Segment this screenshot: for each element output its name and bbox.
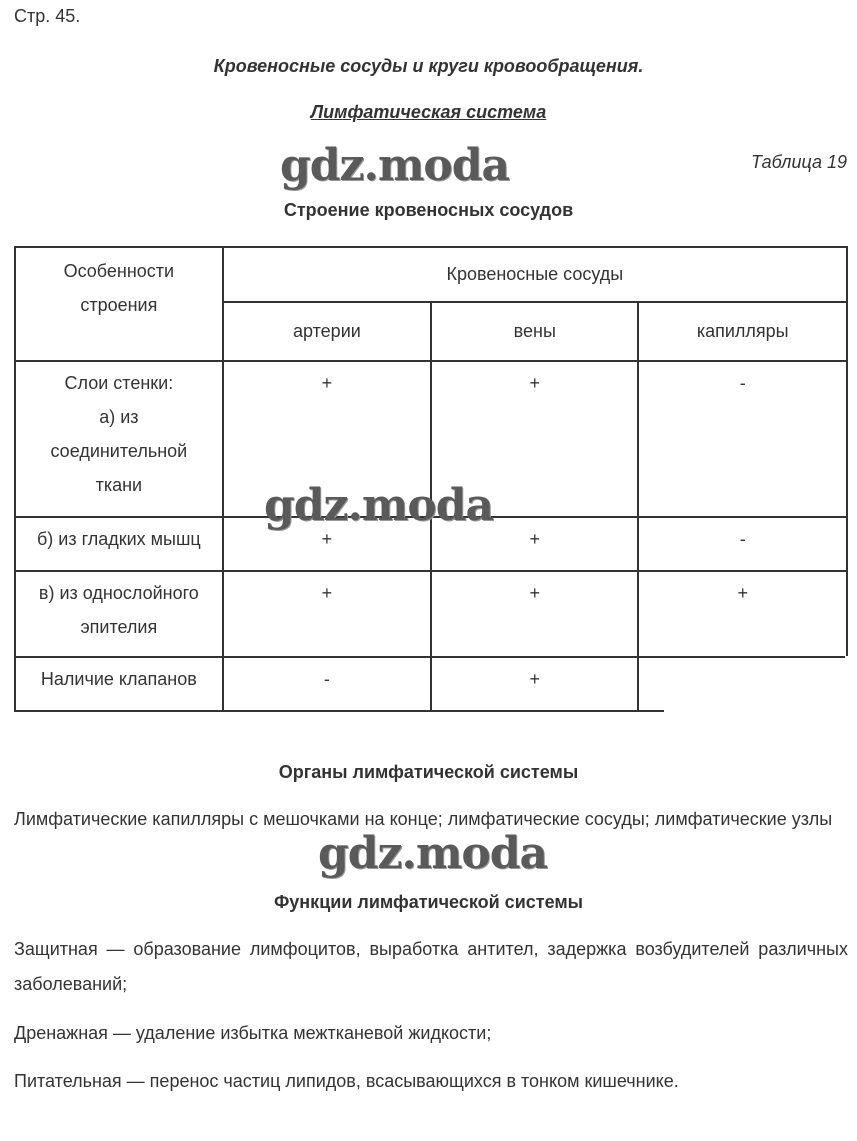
cell-value: + [529,669,541,689]
table-caption: Строение кровеносных сосудов [283,200,574,220]
scan-gap [664,707,854,713]
function-item-protective: Защитная — образование лимфоцитов, выработка антител, задержка возбудителей различных заболеваний; [14,939,848,994]
column-header-capillaries [638,302,847,361]
row-label-cell [15,657,223,711]
cell-value: + [321,529,333,549]
cell-capillaries [638,571,847,657]
column-header-veins [431,302,638,361]
row-label-cell [15,517,223,571]
cell-arteries [223,571,431,657]
group-header-cell [223,247,847,302]
column-header-label: вены [513,320,556,341]
function-item-nutritional: Питательная — перенос частиц липидов, всасывающихся в тонком кишечнике. [14,1071,679,1091]
cell-value: - [739,373,746,393]
cell-veins [431,657,638,711]
cell-capillaries [638,517,847,571]
cell-value: + [737,583,748,603]
watermark-top: gdz.moda [280,140,510,191]
page-number: Стр. 45. [14,6,81,26]
topic-title: Кровеносные сосуды и круги кровообращения. [213,56,644,76]
row-label-line: Наличие клапанов [40,669,197,689]
organs-heading: Органы лимфатической системы [278,762,579,782]
cell-value: - [323,669,330,689]
cell-capillaries [638,657,847,711]
vessels-table [14,246,848,712]
cell-value: + [529,529,541,549]
cell-value: + [321,373,333,393]
row-label-line: ткани [95,475,143,495]
column-header-label: капилляры [696,320,789,341]
row-label-cell [15,571,223,657]
cell-arteries [223,657,431,711]
scan-gap [845,656,853,714]
cell-veins [431,571,638,657]
table-row [15,657,847,711]
row-label-line: в) из однослойного [38,583,199,603]
row-header-line: строения [80,295,158,315]
row-label-line: а) из [99,407,139,427]
organs-text: Лимфатические капилляры с мешочками на конце; лимфатические сосуды; лимфатические узлы [14,809,833,829]
row-label-line: Слои стенки: [64,373,174,393]
group-header: Кровеносные сосуды [446,264,624,285]
column-header-arteries [223,302,431,361]
row-header-line: Особенности [63,261,175,281]
row-label-line: эпителия [80,617,158,637]
watermark-middle: gdz.moda [264,480,494,531]
watermark-bottom: gdz.moda [318,828,548,879]
row-label-line: б) из гладких мышц [36,529,201,549]
function-item-drainage: Дренажная — удаление избытка межтканевой жидкости; [14,1023,492,1043]
cell-value: - [739,529,746,549]
subtopic-title: Лимфатическая система [310,102,547,122]
table-row [15,571,847,657]
cell-value: + [529,583,541,603]
cell-capillaries [638,361,847,517]
row-label-line: соединительной [50,441,188,461]
column-header-label: артерии [293,320,361,341]
table-header-row [15,247,847,302]
scan-gap [640,658,852,661]
row-label-cell [15,361,223,517]
cell-value: + [529,373,541,393]
table-number: Таблица 19 [750,152,847,172]
row-header-cell [15,247,223,361]
cell-value: + [321,583,333,603]
functions-heading: Функции лимфатической системы [273,892,584,912]
